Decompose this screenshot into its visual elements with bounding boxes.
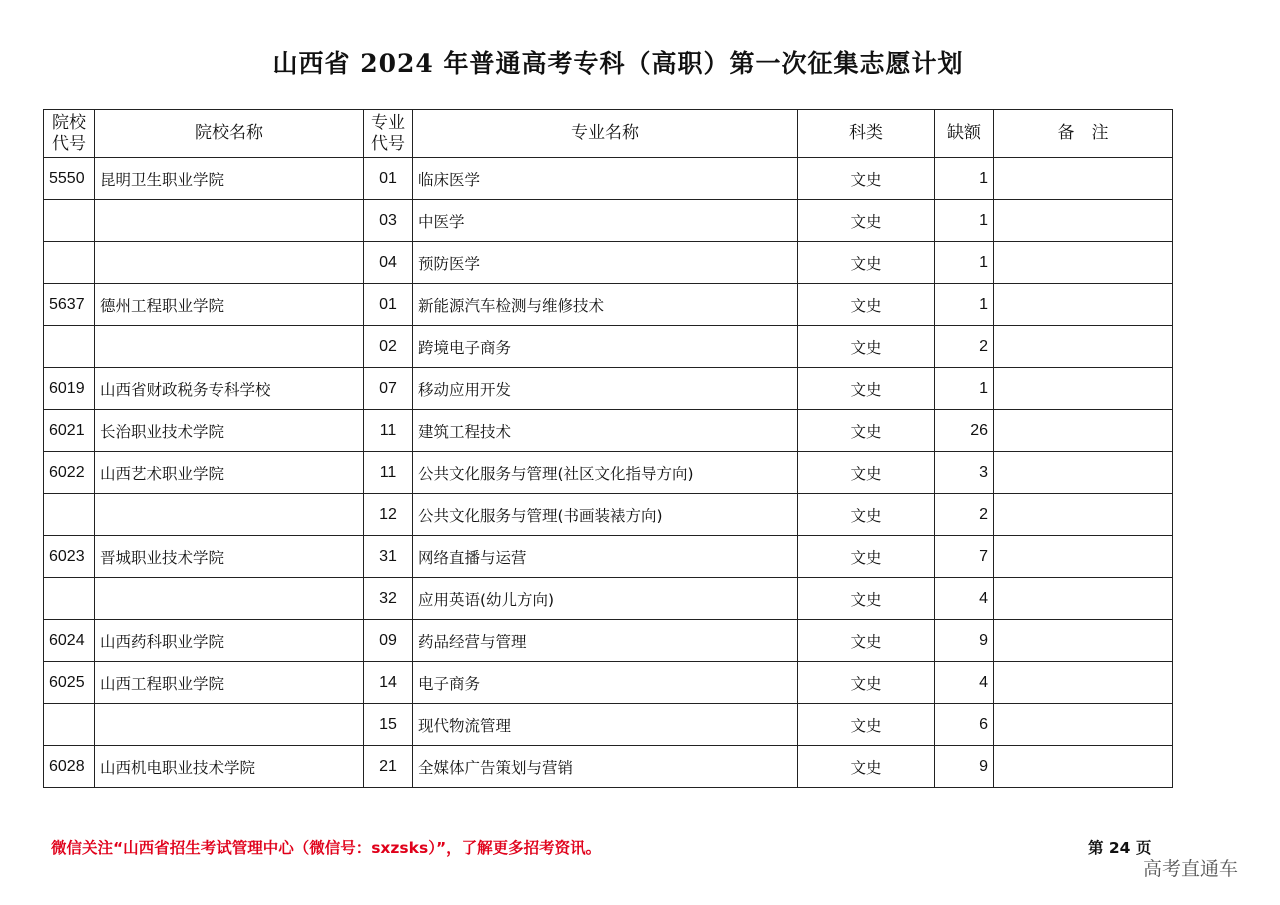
major-name-cell: 临床医学 xyxy=(413,158,798,200)
major-code-cell: 01 xyxy=(364,284,413,326)
vacancy-cell: 9 xyxy=(935,746,994,788)
major-name-cell: 电子商务 xyxy=(413,662,798,704)
category-cell: 文史 xyxy=(798,200,935,242)
table-row xyxy=(44,326,1173,368)
table-row xyxy=(44,662,1173,704)
school-name-cell: 长治职业技术学院 xyxy=(95,410,364,452)
major-code-cell: 11 xyxy=(364,410,413,452)
vacancy-cell: 1 xyxy=(935,242,994,284)
table-row xyxy=(44,578,1173,620)
category-cell: 文史 xyxy=(798,746,935,788)
header-category: 科类 xyxy=(798,110,935,158)
category-cell: 文史 xyxy=(798,620,935,662)
note-cell xyxy=(994,368,1173,410)
school-code-cell: 6019 xyxy=(44,368,95,410)
vacancy-cell: 4 xyxy=(935,662,994,704)
vacancy-cell: 2 xyxy=(935,326,994,368)
table-body xyxy=(44,158,1173,788)
major-name-cell: 药品经营与管理 xyxy=(413,620,798,662)
school-name-cell xyxy=(95,578,364,620)
major-code-cell: 31 xyxy=(364,536,413,578)
major-code-cell: 03 xyxy=(364,200,413,242)
category-cell: 文史 xyxy=(798,662,935,704)
school-code-cell xyxy=(44,494,95,536)
table-row xyxy=(44,620,1173,662)
school-code-cell xyxy=(44,704,95,746)
note-cell xyxy=(994,620,1173,662)
note-cell xyxy=(994,200,1173,242)
school-name-cell: 山西省财政税务专科学校 xyxy=(95,368,364,410)
vacancy-cell: 1 xyxy=(935,368,994,410)
note-cell xyxy=(994,326,1173,368)
table-row xyxy=(44,200,1173,242)
school-code-cell: 6025 xyxy=(44,662,95,704)
category-cell: 文史 xyxy=(798,578,935,620)
vacancy-cell: 1 xyxy=(935,284,994,326)
table-row xyxy=(44,410,1173,452)
note-cell xyxy=(994,242,1173,284)
table-row xyxy=(44,368,1173,410)
major-code-cell: 32 xyxy=(364,578,413,620)
wechat-notice: 微信关注“山西省招生考试管理中心（微信号：sxzsks）”，了解更多招考资讯。 xyxy=(51,839,602,857)
major-name-cell: 新能源汽车检测与维修技术 xyxy=(413,284,798,326)
note-cell xyxy=(994,704,1173,746)
category-cell: 文史 xyxy=(798,284,935,326)
table-row xyxy=(44,158,1173,200)
vacancy-cell: 1 xyxy=(935,158,994,200)
school-name-cell xyxy=(95,326,364,368)
header-note: 备 注 xyxy=(994,110,1173,158)
school-name-cell: 晋城职业技术学院 xyxy=(95,536,364,578)
school-name-cell xyxy=(95,200,364,242)
watermark: 高考直通车 xyxy=(1143,858,1239,880)
school-code-cell: 5550 xyxy=(44,158,95,200)
school-name-cell xyxy=(95,704,364,746)
vacancy-cell: 9 xyxy=(935,620,994,662)
school-code-cell: 6022 xyxy=(44,452,95,494)
vacancy-cell: 26 xyxy=(935,410,994,452)
category-cell: 文史 xyxy=(798,536,935,578)
note-cell xyxy=(994,158,1173,200)
table-row xyxy=(44,452,1173,494)
major-code-cell: 01 xyxy=(364,158,413,200)
table-row xyxy=(44,494,1173,536)
school-code-cell: 6024 xyxy=(44,620,95,662)
school-name-cell: 山西药科职业学院 xyxy=(95,620,364,662)
major-name-cell: 全媒体广告策划与营销 xyxy=(413,746,798,788)
school-name-cell xyxy=(95,242,364,284)
note-cell xyxy=(994,578,1173,620)
note-cell xyxy=(994,284,1173,326)
note-cell xyxy=(994,746,1173,788)
vacancy-cell: 4 xyxy=(935,578,994,620)
major-code-cell: 09 xyxy=(364,620,413,662)
major-name-cell: 中医学 xyxy=(413,200,798,242)
school-code-cell: 5637 xyxy=(44,284,95,326)
major-code-cell: 15 xyxy=(364,704,413,746)
note-cell xyxy=(994,536,1173,578)
major-code-cell: 21 xyxy=(364,746,413,788)
school-code-cell xyxy=(44,200,95,242)
vacancy-cell: 7 xyxy=(935,536,994,578)
enrollment-plan-table xyxy=(43,109,1173,788)
major-name-cell: 应用英语(幼儿方向) xyxy=(413,578,798,620)
header-major-code: 专业代号 xyxy=(364,110,413,158)
table-row xyxy=(44,284,1173,326)
note-cell xyxy=(994,452,1173,494)
major-name-cell: 现代物流管理 xyxy=(413,704,798,746)
major-name-cell: 建筑工程技术 xyxy=(413,410,798,452)
school-name-cell: 山西艺术职业学院 xyxy=(95,452,364,494)
school-name-cell: 昆明卫生职业学院 xyxy=(95,158,364,200)
major-name-cell: 公共文化服务与管理(书画装裱方向) xyxy=(413,494,798,536)
major-code-cell: 12 xyxy=(364,494,413,536)
school-name-cell: 德州工程职业学院 xyxy=(95,284,364,326)
page-title: 山西省 2024 年普通高考专科（高职）第一次征集志愿计划 xyxy=(272,49,964,78)
category-cell: 文史 xyxy=(798,452,935,494)
category-cell: 文史 xyxy=(798,242,935,284)
vacancy-cell: 1 xyxy=(935,200,994,242)
school-code-cell xyxy=(44,326,95,368)
table-header-row xyxy=(44,110,1173,158)
page-number: 第 24 页 xyxy=(1088,839,1152,857)
table-row xyxy=(44,242,1173,284)
note-cell xyxy=(994,662,1173,704)
major-name-cell: 预防医学 xyxy=(413,242,798,284)
school-code-cell: 6021 xyxy=(44,410,95,452)
table-row xyxy=(44,536,1173,578)
major-name-cell: 网络直播与运营 xyxy=(413,536,798,578)
category-cell: 文史 xyxy=(798,704,935,746)
school-name-cell xyxy=(95,494,364,536)
school-code-cell xyxy=(44,242,95,284)
header-major-name: 专业名称 xyxy=(413,110,798,158)
vacancy-cell: 2 xyxy=(935,494,994,536)
table-row xyxy=(44,704,1173,746)
school-code-cell xyxy=(44,578,95,620)
major-code-cell: 04 xyxy=(364,242,413,284)
note-cell xyxy=(994,494,1173,536)
category-cell: 文史 xyxy=(798,158,935,200)
header-vacancy: 缺额 xyxy=(935,110,994,158)
category-cell: 文史 xyxy=(798,494,935,536)
major-name-cell: 移动应用开发 xyxy=(413,368,798,410)
major-name-cell: 公共文化服务与管理(社区文化指导方向) xyxy=(413,452,798,494)
school-code-cell: 6023 xyxy=(44,536,95,578)
header-school-code: 院校代号 xyxy=(44,110,95,158)
major-code-cell: 07 xyxy=(364,368,413,410)
vacancy-cell: 3 xyxy=(935,452,994,494)
school-code-cell: 6028 xyxy=(44,746,95,788)
header-school-name: 院校名称 xyxy=(95,110,364,158)
major-code-cell: 02 xyxy=(364,326,413,368)
school-name-cell: 山西机电职业技术学院 xyxy=(95,746,364,788)
school-name-cell: 山西工程职业学院 xyxy=(95,662,364,704)
note-cell xyxy=(994,410,1173,452)
category-cell: 文史 xyxy=(798,326,935,368)
category-cell: 文史 xyxy=(798,368,935,410)
vacancy-cell: 6 xyxy=(935,704,994,746)
major-code-cell: 11 xyxy=(364,452,413,494)
table-row xyxy=(44,746,1173,788)
major-name-cell: 跨境电子商务 xyxy=(413,326,798,368)
major-code-cell: 14 xyxy=(364,662,413,704)
category-cell: 文史 xyxy=(798,410,935,452)
